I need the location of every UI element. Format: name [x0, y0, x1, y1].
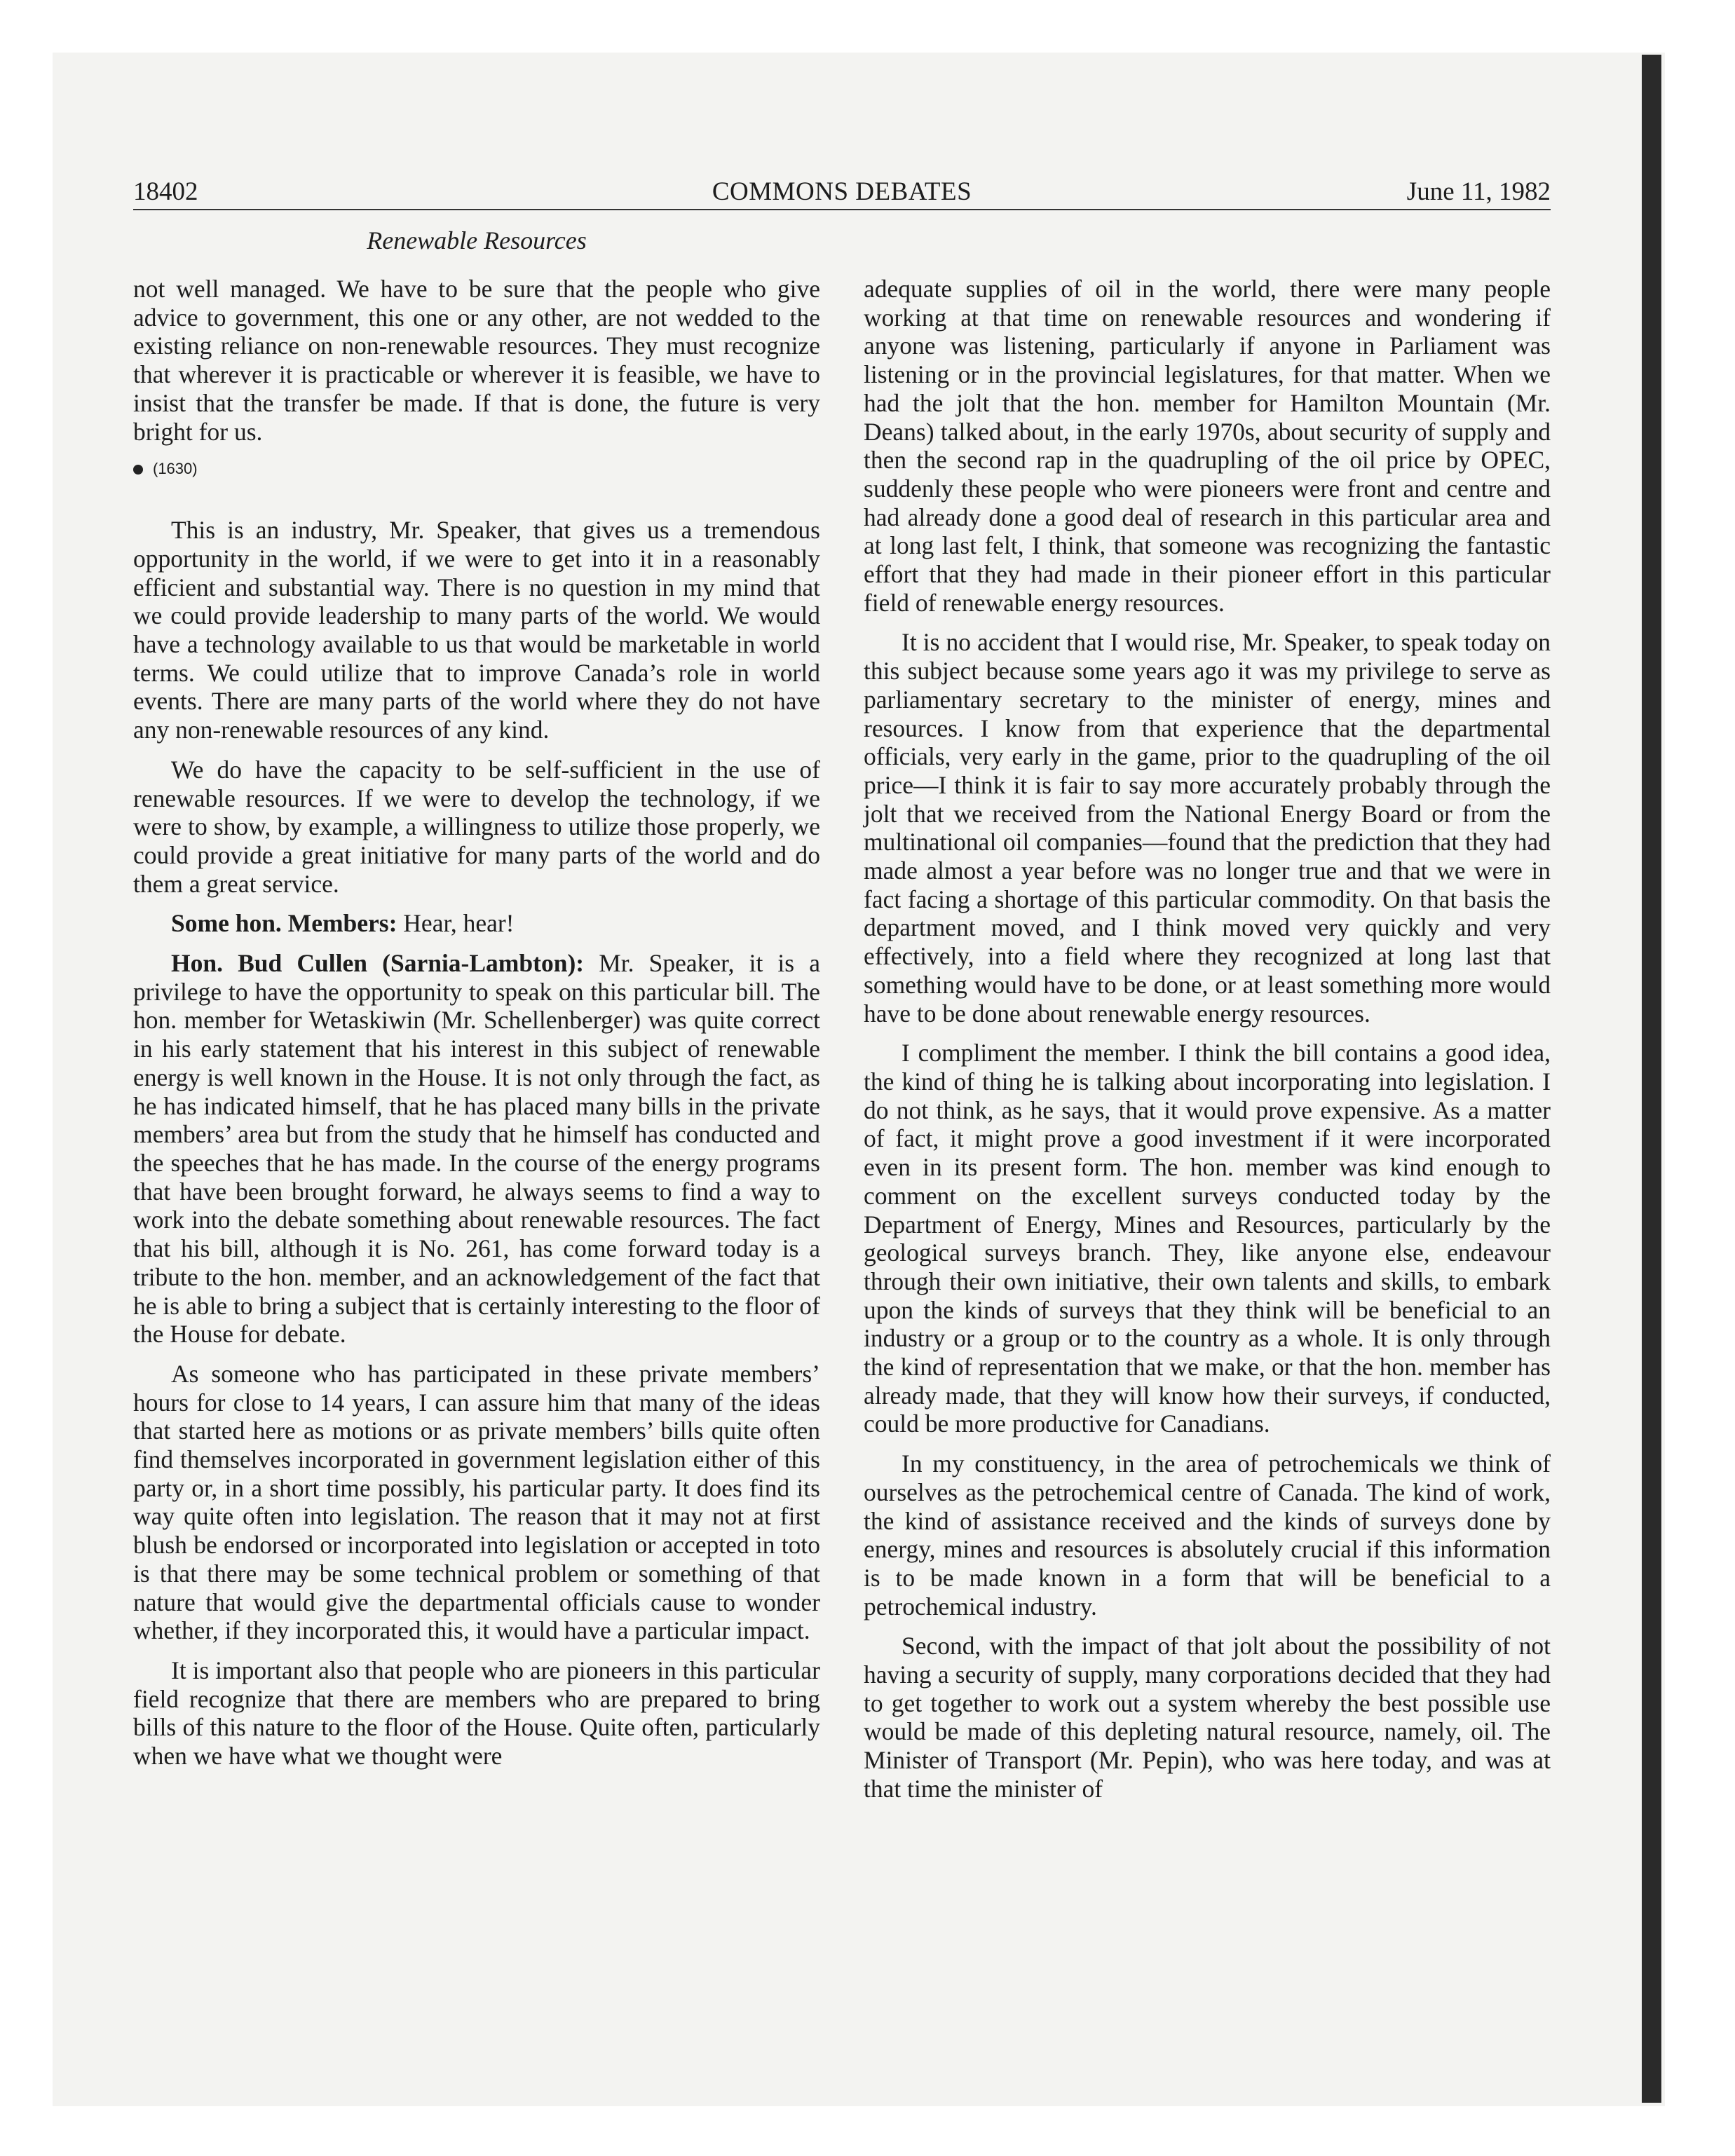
speaker-paragraph: [133, 909, 820, 938]
left-column: [133, 275, 820, 1782]
paragraph: We do have the capacity to be self-sufficient in the use of renewable resources. If we were to develop the technology, if we were to show, by example, a willingness to utilize those properly, we could provide a great initiative for many parts of the world and do them a great service.: [133, 755, 820, 898]
right-column: [864, 275, 1551, 1815]
scan-edge-bar: [1642, 55, 1661, 2103]
page-header: [133, 177, 1551, 207]
speaker-name: Some hon. Members:: [171, 909, 397, 938]
paragraph: As someone who has participated in these private members’ hours for close to 14 years, I can assure him that many of the ideas that started here as motions or as private members’ bills quite often find themselves incorporated in government legislation either of this party or, in a short time possibly, his particular party. It does find its way quite often into legislation. The reason that it may not at first blush be endorsed or incorporated into legislation or accepted in toto is that there may be some technical problem or something of that nature that would give the departmental officials cause to wonder whether, if they incorporated this, it would have a particular impact.: [133, 1359, 820, 1645]
paragraph: In my constituency, in the area of petrochemicals we think of ourselves as the petrochemical centre of Canada. The kind of work, the kind of assistance received and the kinds of surveys done by energy, mines and resources is absolutely crucial if this information is to be made known in a form that will be beneficial to a petrochemical industry.: [864, 1449, 1551, 1621]
paragraph: I compliment the member. I think the bill contains a good idea, the kind of thing he is talking about incorporating into legislation. I do not think, as he says, that it would prove expensive. As a matter of fact, it might prove a good investment if it were incorporated even in its present form. The hon. member was kind enough to comment on the excellent surveys conducted today by the Department of Energy, Mines and Resources, particularly by the geological surveys branch. They, like anyone else, endeavour through their own initiative, their own talents and skills, to embark upon the kinds of surveys that they think will be beneficial to an industry or a group or to the country as a whole. It is only through the kind of representation that we make, or that the hon. member has already made, that they will know how their surveys, if conducted, could be more productive for Canadians.: [864, 1039, 1551, 1438]
header-rule: [133, 209, 1551, 210]
paragraph: adequate supplies of oil in the world, there were many people working at that time on renewable resources and wondering if anyone was listening, particularly if anyone in Parliament was listening or in the provincial legislatures, for that matter. When we had the jolt that the hon. member for Hamilton Mountain (Mr. Deans) talked about, in the early 1970s, about security of supply and then the second rap in the quadrupling of the oil price by OPEC, suddenly these people who were pioneers were front and centre and had already done a good deal of research in this particular area and at long last felt, I think, that someone was recognizing the fantastic effort that they had made in their pioneer effort in this particular field of renewable energy resources.: [864, 275, 1551, 617]
journal-title: COMMONS DEBATES: [712, 177, 972, 206]
timestamp-marker: [133, 458, 820, 479]
paragraph: It is no accident that I would rise, Mr. Speaker, to speak today on this subject because some years ago it was my privilege to serve as parliamentary secretary to the minister of energy, mines and resources. I know from that experience that the departmental officials, very early in the game, prior to the quadrupling of the oil price—I think it is fair to say more accurately probably through the jolt that we received from the National Energy Board or from the multinational oil companies—found that the prediction that they had made almost a year before was no longer true and that we were in fact facing a shortage of this particular commodity. On that basis the department moved, and I think moved very quickly and very effectively, into a field where they recognized at long last that something would have to be done, or at least something more would have to be done about renewable energy resources.: [864, 628, 1551, 1028]
speaker-paragraph: [133, 949, 820, 1349]
section-title: Renewable Resources: [367, 226, 587, 254]
page-number: 18402: [133, 177, 198, 206]
paragraph: Second, with the impact of that jolt about the possibility of not having a security of supply, many corporations decided that they had to get together to work out a system whereby the best possible use would be made of this depleting natural resource, namely, oil. The Minister of Transport (Mr. Pepin), who was here today, and was at that time the minister of: [864, 1632, 1551, 1803]
paragraph: not well managed. We have to be sure that the people who give advice to government, this one or any other, are not wedded to the existing reliance on non-renewable resources. They must recognize that wherever it is practicable or wherever it is feasible, we have to insist that the transfer be made. If that is done, the future is very bright for us.: [133, 275, 820, 446]
speech-text: Hear, hear!: [403, 909, 515, 938]
speech-text: Mr. Speaker, it is a privilege to have the opportunity to speak on this particular bill. The hon. member for Wetaskiwin (Mr. Schellenberger) was quite correct in his early statement that his interest in this subject of renewable energy is well known in the House. It is not only through the fact, as he has indicated himself, that he has placed many bills in the private members’ area but from the study that he himself has conducted and the speeches that he has made. In the course of the energy programs that have been brought forward, he always seems to find a way to work into the debate something about renewable resources. The fact that his bill, although it is No. 261, has come forward today is a tribute to the hon. member, and an acknowledgement of the fact that he is able to bring a subject that is certainly interesting to the floor of the House for debate.: [133, 949, 820, 1349]
speaker-name: Hon. Bud Cullen (Sarnia-Lambton):: [171, 949, 585, 978]
paragraph: This is an industry, Mr. Speaker, that gives us a tremendous opportunity in the world, if we were to get into it in a reasonably efficient and substantial way. There is no question in my mind that we could provide leadership to many parts of the world. We would have a technology available to us that would be marketable in world terms. We could utilize that to improve Canada’s role in world events. There are many parts of the world where they do not have any non-renewable resources of any kind.: [133, 516, 820, 744]
paragraph: It is important also that people who are pioneers in this particular field recognize that there are members who are prepared to bring bills of this nature to the floor of the House. Quite often, particularly when we have what we thought were: [133, 1656, 820, 1770]
timestamp-text: (1630): [153, 460, 198, 478]
page-date: June 11, 1982: [1406, 177, 1551, 206]
bullet-icon: [133, 465, 143, 475]
